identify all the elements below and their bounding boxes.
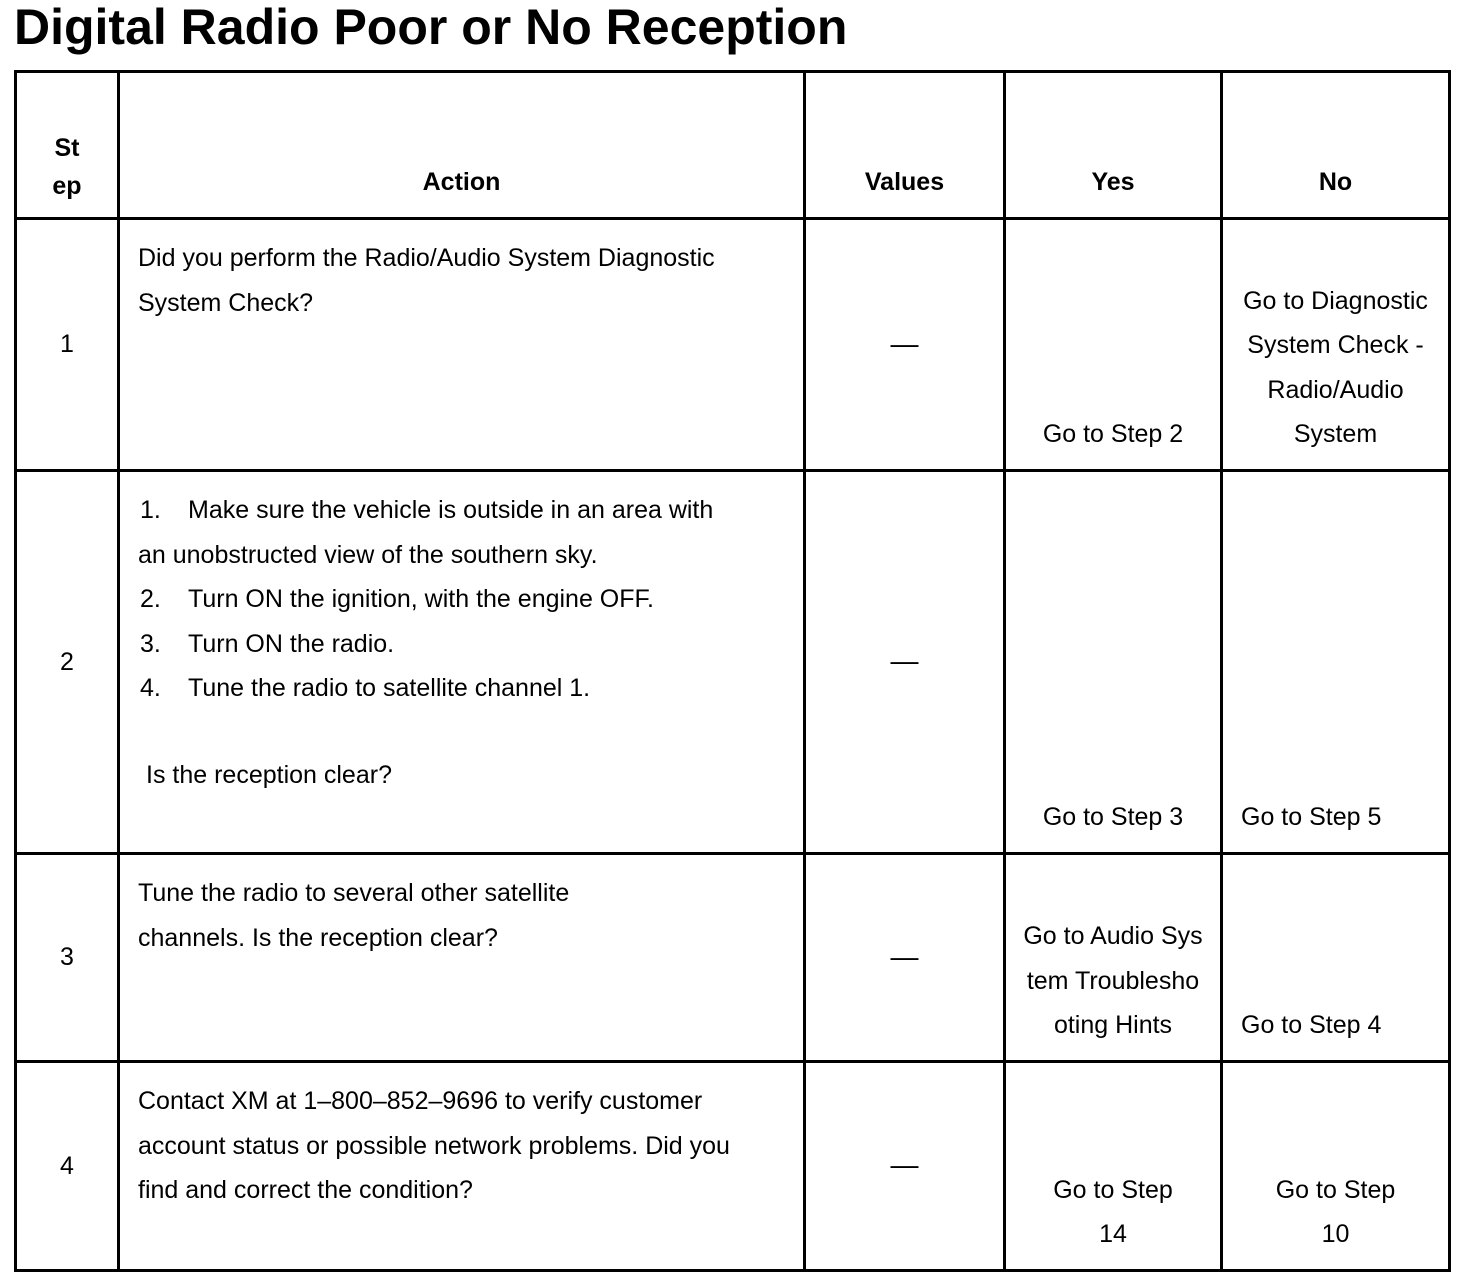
action-item-text: Turn ON the ignition, with the engine OFF.	[188, 585, 654, 614]
action-item-number: 4.	[140, 674, 161, 703]
action-item-text: Turn ON the radio.	[188, 629, 395, 658]
table-header-row	[16, 72, 1450, 219]
values-dash: —	[890, 327, 919, 359]
header-yes: Yes	[1005, 72, 1222, 219]
header-no: No	[1222, 72, 1450, 219]
values-cell	[805, 219, 1005, 471]
step-number: 4	[16, 1062, 119, 1271]
no-cell: Go to Diagnostic System Check - Radio/Audio System	[1222, 219, 1450, 471]
page-title: Digital Radio Poor or No Reception	[14, 0, 848, 55]
values-dash: —	[890, 940, 919, 972]
action-text: Contact XM at 1–800–852–9696 to verify customer account status or possible network problems. Did you find and correct the condition?	[119, 1062, 805, 1271]
header-action: Action	[119, 72, 805, 219]
header-values: Values	[805, 72, 1005, 219]
step-number: 3	[16, 854, 119, 1062]
action-list-item	[138, 488, 743, 577]
values-cell	[805, 1062, 1005, 1271]
values-cell	[805, 854, 1005, 1062]
no-cell: Go to Step 10	[1222, 1062, 1450, 1271]
header-step	[16, 72, 119, 219]
table-row	[16, 854, 1450, 1062]
table-row	[16, 471, 1450, 854]
action-item-text: Make sure the vehicle is outside in an area with an unobstructed view of the southern sky.	[138, 496, 714, 569]
table-row	[16, 219, 1450, 471]
values-cell	[805, 471, 1005, 854]
step-number: 2	[16, 471, 119, 854]
action-item-text: Tune the radio to satellite channel 1.	[188, 674, 591, 703]
action-list-item	[138, 577, 743, 622]
header-step-line2: ep	[52, 172, 82, 200]
action-list-item	[138, 666, 743, 711]
action-list	[119, 471, 805, 854]
diagnostic-table	[14, 70, 1451, 1272]
values-dash: —	[890, 645, 919, 677]
action-question: Is the reception clear?	[146, 760, 392, 789]
action-item-number: 2.	[140, 585, 161, 614]
yes-cell: Go to Step 3	[1005, 471, 1222, 854]
no-cell: Go to Step 5	[1222, 471, 1450, 854]
action-list-item	[138, 622, 743, 667]
action-text: Did you perform the Radio/Audio System Diagnostic System Check?	[119, 219, 805, 471]
no-cell: Go to Step 4	[1222, 854, 1450, 1062]
header-step-line1: St	[54, 134, 80, 162]
values-dash: —	[890, 1149, 919, 1181]
yes-cell: Go to Step 14	[1005, 1062, 1222, 1271]
action-item-number: 3.	[140, 629, 161, 658]
action-text: Tune the radio to several other satellite channels. Is the reception clear?	[119, 854, 805, 1062]
step-number: 1	[16, 219, 119, 471]
table-row	[16, 1062, 1450, 1271]
yes-cell: Go to Audio System Troubleshooting Hints	[1005, 854, 1222, 1062]
action-item-number: 1.	[140, 496, 161, 524]
yes-cell: Go to Step 2	[1005, 219, 1222, 471]
action-spacer	[138, 711, 743, 753]
